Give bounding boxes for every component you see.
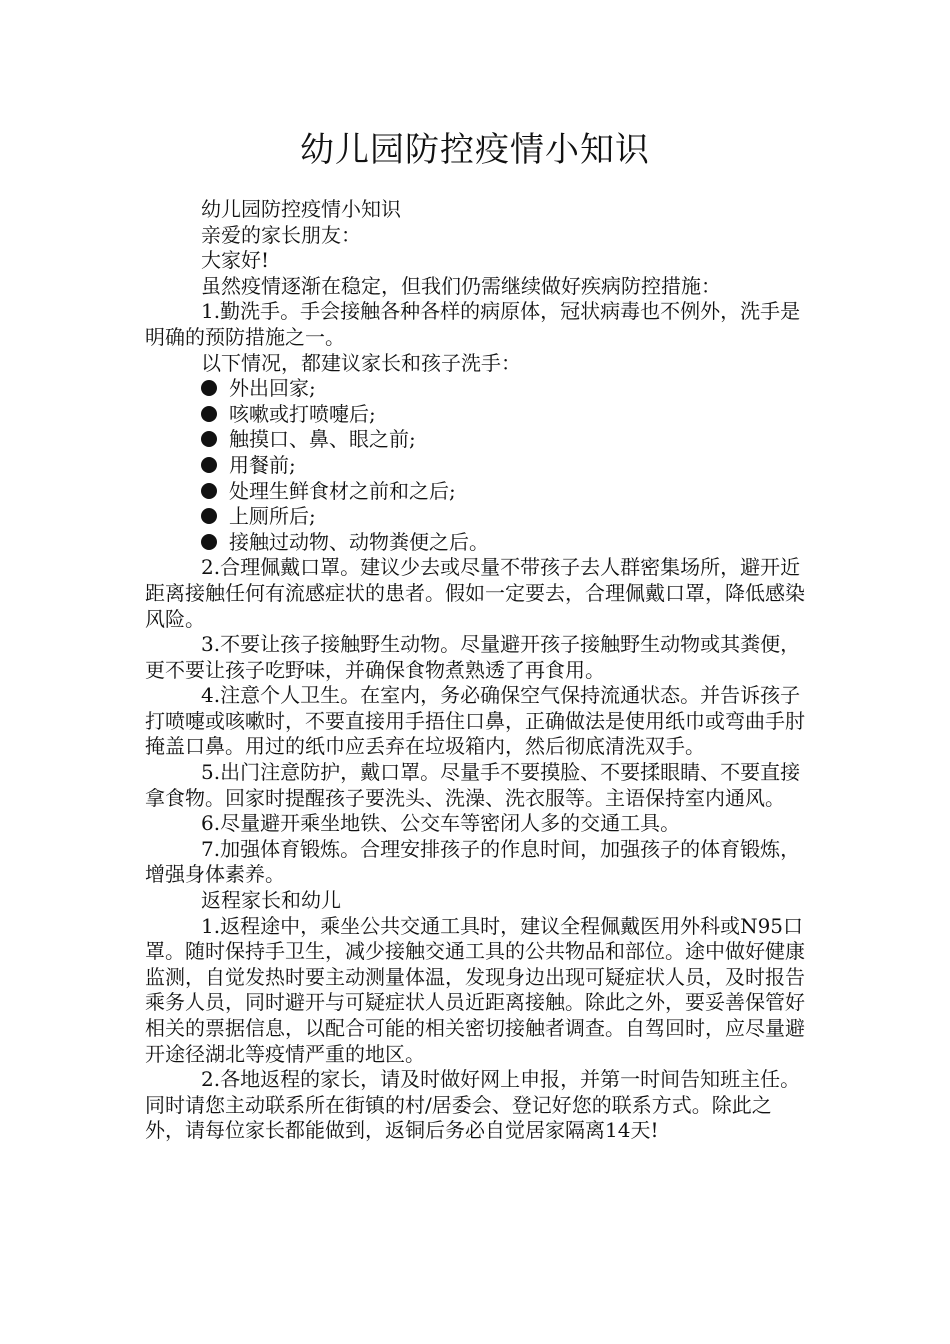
- paragraph: 7.加强体育锻炼。合理安排孩子的作息时间，加强孩子的体育锻炼，增强身体素养。: [145, 836, 801, 887]
- bullet-dot-icon: [201, 508, 217, 524]
- bullet-text: 咳嗽或打喷嚏后;: [229, 401, 376, 426]
- bullet-dot-icon: [201, 431, 217, 447]
- paragraph: 虽然疫情逐渐在稳定，但我们仍需继续做好疾病防控措施：: [201, 273, 721, 298]
- paragraph: 幼儿园防控疫情小知识: [201, 197, 401, 221]
- paragraph: 4.注意个人卫生。在室内，务必确保空气保持流通状态。并告诉孩子打喷嚏或咳嗽时，不要直接用手捂住口鼻，正确做法是使用纸巾或弯曲手肘掩盖口鼻。用过的纸巾应丢弃在垃圾箱内，然后彻底清洗双手。: [145, 683, 805, 759]
- paragraph: 亲爱的家长朋友：: [201, 222, 361, 247]
- bullet-text: 处理生鲜食材之前和之后;: [229, 478, 456, 503]
- paragraph: 1.勤洗手。手会接触各种各样的病原体，冠状病毒也不例外，洗手是明确的预防措施之一。: [145, 299, 801, 349]
- paragraph: 大家好!: [201, 248, 270, 273]
- bullet-dot-icon: [201, 534, 217, 550]
- paragraph: 2.合理佩戴口罩。建议少去或尽量不带孩子去人群密集场所，避开近距离接触任何有流感症状的患者。假如一定要去，合理佩戴口罩，降低感染风险。: [145, 555, 805, 631]
- bullet-dot-icon: [201, 457, 217, 473]
- bullet-item: [145, 479, 810, 505]
- bullet-text: 用餐前;: [229, 452, 296, 477]
- document-body: [145, 197, 810, 1144]
- bullet-text: 接触过动物、动物粪便之后。: [229, 529, 489, 554]
- paragraph: 2.各地返程的家长，请及时做好网上申报，并第一时间告知班主任。同时请您主动联系所在街镇的村/居委会、登记好您的联系方式。除此之外，请每位家长都能做到，返铜后务必自觉居家隔离14天!: [145, 1067, 801, 1143]
- bullet-dot-icon: [201, 406, 217, 422]
- paragraph: 6.尽量避开乘坐地铁、公交车等密闭人多的交通工具。: [201, 811, 681, 836]
- paragraph: 返程家长和幼儿: [201, 888, 341, 913]
- bullet-item: [145, 504, 810, 530]
- bullet-dot-icon: [201, 380, 217, 396]
- bullet-item: [145, 402, 810, 428]
- page-title: 幼儿园防控疫情小知识: [300, 130, 650, 170]
- bullet-item: [145, 427, 810, 453]
- paragraph: 1.返程途中，乘坐公共交通工具时，建议全程佩戴医用外科或N95口罩。随时保持手卫生，减少接触交通工具的公共物品和部位。途中做好健康监测，自觉发热时要主动测量体温，发现身边出现可疑症状人员，及时报告乘务人员，同时避开与可疑症状人员近距离接触。除此之外，要妥善保管好相关的票据信息，以配合可能的相关密切接触者调查。自驾回时，应尽量避开途径湖北等疫情严重的地区。: [145, 913, 805, 1066]
- bullet-dot-icon: [201, 483, 217, 499]
- bullet-item: [145, 530, 810, 556]
- paragraph: 以下情况，都建议家长和孩子洗手：: [201, 350, 521, 375]
- paragraph: 3.不要让孩子接触野生动物。尽量避开孩子接触野生动物或其粪便，更不要让孩子吃野味，并确保食物煮熟透了再食用。: [145, 632, 801, 682]
- paragraph: 5.出门注意防护，戴口罩。尽量手不要摸脸、不要揉眼睛、不要直接拿食物。回家时提醒孩子要洗头、洗澡、洗衣服等。主语保持室内通风。: [145, 760, 801, 810]
- bullet-item: [145, 453, 810, 479]
- bullet-item: [145, 376, 810, 402]
- bullet-text: 触摸口、鼻、眼之前;: [229, 427, 416, 452]
- bullet-text: 外出回家;: [229, 376, 316, 401]
- bullet-text: 上厕所后;: [229, 504, 316, 529]
